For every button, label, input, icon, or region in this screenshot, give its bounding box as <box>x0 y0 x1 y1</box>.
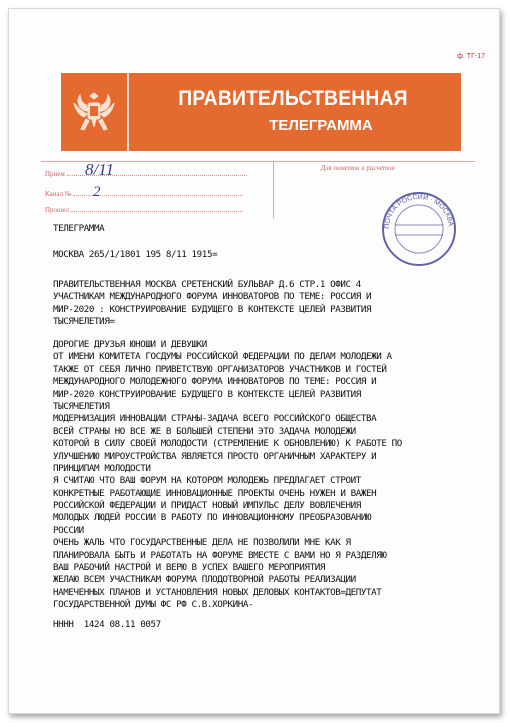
marks-label: Для пометок и расчетов <box>321 164 395 172</box>
address-line: МИР-2020 : КОНСТРУИРОВАНИЕ БУДУЩЕГО В КОНТЕКСТЕ ЦЕЛЕЙ РАЗВИТИЯ <box>53 303 372 315</box>
body-line: ТЫСЯЧЕЛЕТИЯ <box>53 400 110 412</box>
address-line: УЧАСТНИКАМ МЕЖДУНАРОДНОГО ФОРУМА ИННОВАТОРОВ ПО ТЕМЕ: РОССИЯ И <box>53 291 372 303</box>
banner-subtitle: ТЕЛЕГРАММА <box>269 117 373 134</box>
body-line: МОДЕРНИЗАЦИЯ ИННОВАЦИИ СТРАНЫ-ЗАДАЧА ВСЕГО РОССИЙСКОГО ОБЩЕСТВА <box>53 413 377 425</box>
body-line: ОЧЕНЬ ЖАЛЬ ЧТО ГОСУДАРСТВЕННЫЕ ДЕЛА НЕ ПОЗВОЛИЛИ МНЕ КАК Я <box>53 537 351 549</box>
body-line: Я СЧИТАЮ ЧТО ВАШ ФОРУМ НА КОТОРОМ МОЛОДЕЖЬ ПРЕДЛАГАЕТ СТРОИТ <box>53 475 361 487</box>
body-line: МЕЖДУНАРОДНОГО МОЛОДЕЖНОГО ФОРУМА ИННОВАТОРОВ ПО ТЕМЕ: РОССИЯ И <box>53 376 377 388</box>
body-line: ПРИНЦИПАМ МОЛОДОСТИ <box>53 462 151 474</box>
received-row <box>45 170 247 178</box>
address-block <box>53 279 493 329</box>
body-line: ПЛАНИРОВАЛА БЫТЬ И РАБОТАТЬ НА ФОРУМЕ ВМЕСТЕ С ВАМИ НО Я РАЗДЕЛЯЮ <box>53 549 387 561</box>
body-line: РОССИИ <box>53 524 84 536</box>
received-label: Прием <box>45 170 65 178</box>
stamp-text: ПОЧТА РОССИИ · МОСКВА <box>383 193 454 230</box>
footer-line: НННН 1424 08.11 0057 <box>53 619 161 630</box>
message-body <box>53 339 493 612</box>
form-code: ф. ТГ-17 <box>457 53 485 60</box>
telegram-banner <box>61 73 461 151</box>
service-form-left <box>41 162 274 218</box>
coat-of-arms-box <box>61 73 129 151</box>
address-line: ТЫСЯЧЕЛЕТИЯ= <box>53 316 115 328</box>
body-line: ДОРОГИЕ ДРУЗЬЯ ЮНОШИ И ДЕВУШКИ <box>53 339 207 350</box>
body-line: ОТ ИМЕНИ КОМИТЕТА ГОСДУМЫ РОССИЙСКОЙ ФЕДЕРАЦИИ ПО ДЕЛАМ МОЛОДЕЖИ А <box>53 351 392 363</box>
body-line: ВАШ РАБОЧИЙ НАСТРОЙ И ВЕРЮ В УСПЕХ ВАШЕГО МЕРОПРИЯТИЯ <box>53 562 325 574</box>
body-line: ГОСУДАРСТВЕННОЙ ДУМЫ ФС РФ С.В.ХОРКИНА- <box>53 599 254 611</box>
received-handwritten: 8/11 <box>85 160 114 179</box>
body-line: ТАКЖЕ ОТ СЕБЯ ЛИЧНО ПРИВЕТСТВУЮ ОРГАНИЗАТОРОВ УЧАСТНИКОВ И ГОСТЕЙ <box>53 363 387 375</box>
passed-row <box>45 206 243 214</box>
body-line: МОЛОДЫХ ЛЮДЕЙ РОССИИ В РАБОТУ ПО ИННОВАЦИОННОМУ ПРЕОБРАЗОВАНИЮ <box>53 512 372 524</box>
body-line: НАМЕЧЕННЫХ ПЛАНОВ И УСТАНОВЛЕНИЯ НОВЫХ ДЕЛОВЫХ КОНТАКТОВ=ДЕПУТАТ <box>53 586 382 598</box>
channel-label: Канал № <box>45 190 72 198</box>
passed-label: Прошел <box>45 206 70 214</box>
body-line: МИР-2020 КОНСТРУИРОВАНИЕ БУДУЩЕГО В КОНТЕКСТЕ ЦЕЛЕЙ РАЗВИТИЯ <box>53 388 361 400</box>
body-line: КОТОРОЙ В СИЛУ СВОЕЙ МОЛОДОСТИ (СТРЕМЛЕНИЕ К ОБНОВЛЕНИЮ) К РАБОТЕ ПО <box>53 438 402 450</box>
body-line: ВСЕЙ СТРАНЫ НО ВСЕ ЖЕ В БОЛЬШЕЙ СТЕПЕНИ ЭТО ЗАДАЧА МОЛОДЕЖИ <box>53 425 356 437</box>
body-line: УЛУЧШЕНИЮ МИРОУСТРОЙСТВА ЯВЛЯЕТСЯ ПРОСТО ОРГАНИЧНЫМ ХАРАКТЕРУ И <box>53 450 377 462</box>
channel-handwritten: 2 <box>93 184 101 200</box>
routing-line: МОСКВА 265/1/1801 195 8/11 1915= <box>53 249 218 260</box>
body-line: ЖЕЛАЮ ВСЕМ УЧАСТНИКАМ ФОРУМА ПЛОДОТВОРНОЙ РАБОТЫ РЕАЛИЗАЦИИ <box>53 574 356 586</box>
banner-title: ПРАВИТЕЛЬСТВЕННАЯ <box>178 87 408 110</box>
address-line: ПРАВИТЕЛЬСТВЕННАЯ МОСКВА СРЕТЕНСКИЙ БУЛЬВАР Д.6 СТР.1 ОФИС 4 <box>53 279 361 290</box>
header-word: ТЕЛЕГРАММА <box>53 223 105 234</box>
body-line: РОССИЙСКОЙ ФЕДЕРАЦИИ И ПРИДАСТ НОВЫЙ ИМПУЛЬС ДЕЛУ ВОВЛЕЧЕНИЯ <box>53 500 361 512</box>
channel-row <box>45 190 243 198</box>
telegram-sheet <box>8 8 500 714</box>
double-headed-eagle-icon <box>71 85 117 139</box>
body-line: КОНКРЕТНЫЕ РАБОТАЮЩИЕ ИННОВАЦИОННЫЕ ПРОЕКТЫ ОЧЕНЬ НУЖЕН И ВАЖЕН <box>53 487 377 499</box>
